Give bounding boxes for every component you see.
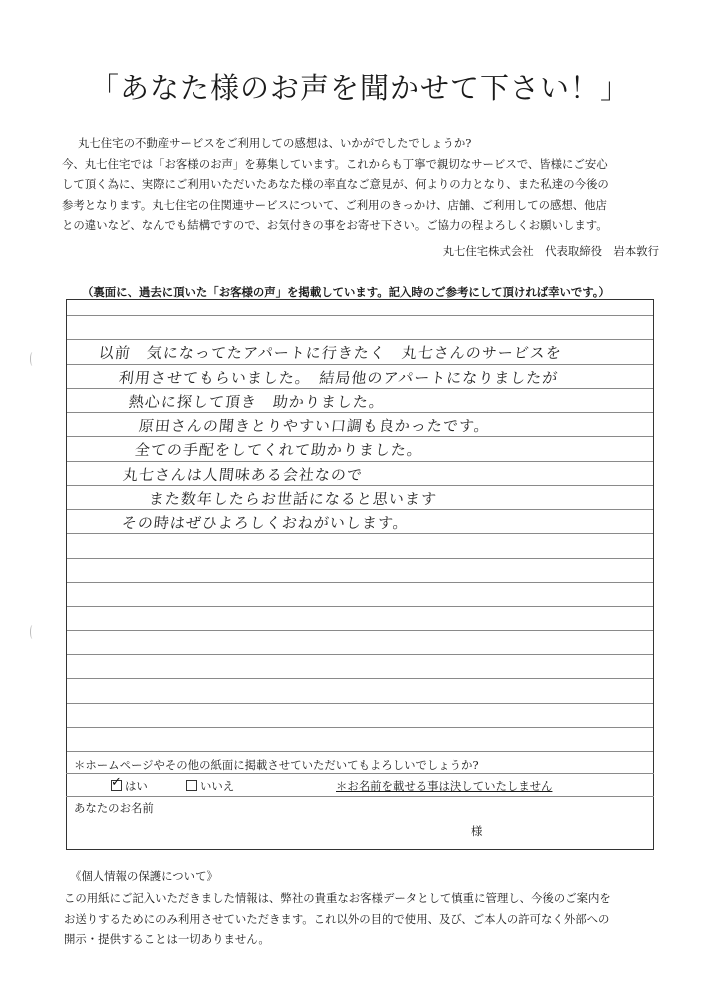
option-no[interactable] <box>186 778 234 794</box>
handwritten-line: その時はぜひよろしくおねがいします。 <box>121 514 410 532</box>
name-privacy-note: ＊お名前を載せる事は決していたしません <box>336 779 553 793</box>
handwritten-line: また数年したらお世話になると思います <box>148 490 438 508</box>
yes-checkbox[interactable] <box>111 780 122 791</box>
handwritten-line: 利用させてもらいました。 結局他のアパートになりましたが <box>118 369 560 387</box>
intro-line: して頂く為に、実際にご利用いただいたあなた様の率直なご意見が、何よりの力となり、また私達の今後の <box>62 177 609 191</box>
intro-line: 丸七住宅の不動産サービスをご利用しての感想は、いかがでしたでしょうか? <box>78 136 472 150</box>
option-yes[interactable] <box>111 778 148 794</box>
intro-line: との違いなど、なんでも結構ですので、お気付きの事をお寄せ下さい。ご協力の程よろしくお願いします。 <box>62 218 608 232</box>
privacy-line: お送りするためにのみ利用させていただきます。これ以外の目的で使用、及び、ご本人の許可なく外部への <box>64 911 610 926</box>
handwritten-line: 丸七さんは人間味ある会社なので <box>122 466 364 484</box>
divider-line <box>66 796 654 797</box>
divider-line <box>66 773 654 774</box>
intro-line: 今、丸七住宅では「お客様のお声」を募集しています。これからも丁寧で親切なサービスで、皆様にご安心 <box>62 156 608 171</box>
company-signature: 丸七住宅株式会社 代表取締役 岩本敦行 <box>442 244 659 258</box>
privacy-line: この用紙にご記入いただきました情報は、弊社の貴重なお客様データとして慎重に管理し、今後のご案内を <box>64 891 611 905</box>
intro-line: 参考となります。丸七住宅の住関連サービスについて、ご利用のきっかけ、店舗、ご利用しての感想、他店 <box>62 197 607 212</box>
form-footer <box>66 0 654 1000</box>
publish-question: ＊ホームページやその他の紙面に掲載させていただいてもよろしいでしょうか? <box>74 758 479 772</box>
handwritten-line: 全ての手配をしてくれて助かりました。 <box>134 441 424 459</box>
handwritten-line: 以前 気になってたアパートに行きたく 丸七さんのサービスを <box>98 344 563 362</box>
honorific-label: 様 <box>471 824 483 838</box>
yes-label: はい <box>125 779 148 793</box>
no-label: いいえ <box>200 779 235 793</box>
scan-mark <box>30 352 35 366</box>
no-checkbox[interactable] <box>186 780 197 791</box>
reference-note: （裏面に、過去に頂いた「お客様の声」を掲載しています。記入時のご参考にして頂ければ幸いです。） <box>82 285 610 299</box>
privacy-heading: 《個人情報の保護について》 <box>70 869 218 883</box>
name-field-label: あなたのお名前 <box>74 801 154 815</box>
privacy-line: 開示・提供することは一切ありません。 <box>64 932 270 946</box>
handwritten-line: 熱心に探して頂き 助かりました。 <box>128 393 386 411</box>
handwritten-line: 原田さんの聞きとりやすい口調も良かったです。 <box>138 417 491 435</box>
scan-mark <box>30 625 35 639</box>
page-title: 「あなた様のお声を聞かせて下さい！」 <box>89 71 630 105</box>
privacy-text <box>64 888 664 950</box>
